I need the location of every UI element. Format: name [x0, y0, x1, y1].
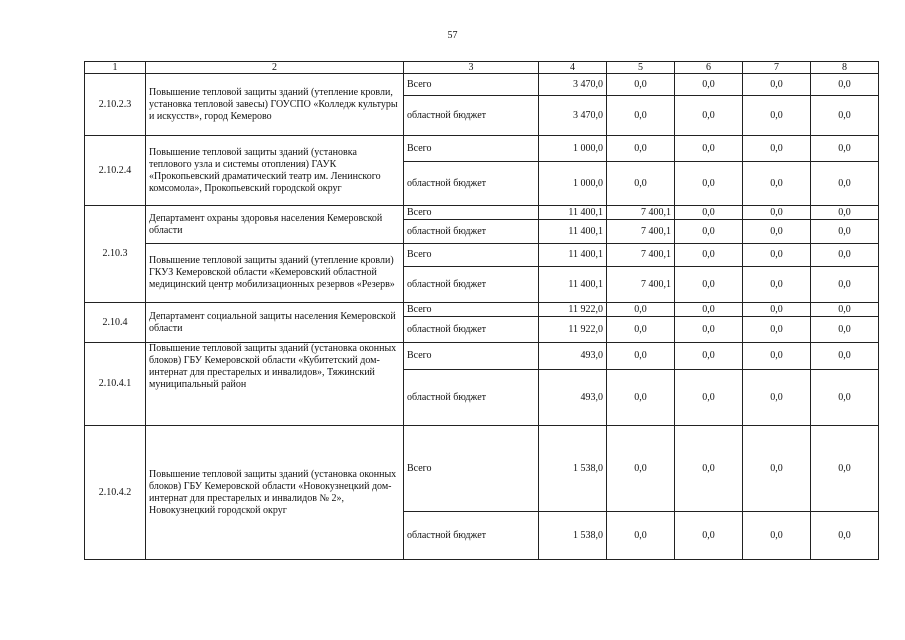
value-cell: 7 400,1 — [607, 206, 675, 220]
column-header: 1 — [85, 62, 146, 74]
funding-source: Всего — [404, 303, 539, 317]
item-name: Департамент социальной защиты населения Кемеровской области — [146, 303, 404, 343]
table-row — [85, 303, 879, 317]
value-cell: 493,0 — [539, 370, 607, 426]
item-name: Повышение тепловой защиты зданий (установка оконных блоков) ГБУ Кемеровской области «Кубитетский дом-интернат для престарелых и инвалидов», Тяжинский муниципальный район — [146, 343, 404, 426]
value-cell: 0,0 — [811, 220, 879, 244]
funding-source: областной бюджет — [404, 267, 539, 303]
column-header: 6 — [675, 62, 743, 74]
item-name: Повышение тепловой защиты зданий (утепление кровли) ГКУЗ Кемеровской области «Кемеровский областной медицинский центр мобилизационных резервов «Резерв» — [146, 244, 404, 303]
value-cell: 0,0 — [811, 370, 879, 426]
value-cell: 0,0 — [607, 426, 675, 512]
table-row — [85, 206, 879, 220]
value-cell: 0,0 — [811, 162, 879, 206]
value-cell: 1 000,0 — [539, 162, 607, 206]
table-row — [85, 136, 879, 162]
value-cell: 0,0 — [675, 96, 743, 136]
budget-table — [84, 61, 879, 560]
value-cell: 0,0 — [811, 512, 879, 560]
value-cell: 0,0 — [743, 317, 811, 343]
value-cell: 0,0 — [675, 206, 743, 220]
value-cell: 0,0 — [675, 244, 743, 267]
value-cell: 0,0 — [607, 512, 675, 560]
item-name: Повышение тепловой защиты зданий (утепление кровли, установка тепловой завесы) ГОУСПО «Колледж культуры и искусств», город Кемерово — [146, 74, 404, 136]
column-header: 4 — [539, 62, 607, 74]
value-cell: 0,0 — [743, 162, 811, 206]
item-code: 2.10.4.1 — [85, 343, 146, 426]
value-cell: 1 538,0 — [539, 426, 607, 512]
value-cell: 0,0 — [811, 343, 879, 370]
value-cell: 11 400,1 — [539, 244, 607, 267]
value-cell: 0,0 — [743, 244, 811, 267]
value-cell: 7 400,1 — [607, 267, 675, 303]
value-cell: 0,0 — [811, 244, 879, 267]
value-cell: 0,0 — [811, 317, 879, 343]
value-cell: 0,0 — [743, 303, 811, 317]
value-cell: 0,0 — [675, 512, 743, 560]
value-cell: 3 470,0 — [539, 96, 607, 136]
item-code: 2.10.2.3 — [85, 74, 146, 136]
item-code: 2.10.4.2 — [85, 426, 146, 560]
value-cell: 0,0 — [811, 96, 879, 136]
value-cell: 0,0 — [743, 343, 811, 370]
header-row — [85, 62, 879, 74]
value-cell: 0,0 — [811, 303, 879, 317]
funding-source: Всего — [404, 206, 539, 220]
value-cell: 0,0 — [743, 74, 811, 96]
value-cell: 11 922,0 — [539, 317, 607, 343]
value-cell: 0,0 — [675, 317, 743, 343]
item-code: 2.10.4 — [85, 303, 146, 343]
value-cell: 0,0 — [811, 136, 879, 162]
value-cell: 0,0 — [675, 136, 743, 162]
funding-source: Всего — [404, 426, 539, 512]
value-cell: 0,0 — [607, 303, 675, 317]
value-cell: 0,0 — [675, 426, 743, 512]
table-row — [85, 74, 879, 96]
page-number: 57 — [447, 30, 458, 41]
value-cell: 0,0 — [743, 220, 811, 244]
funding-source: областной бюджет — [404, 96, 539, 136]
funding-source: Всего — [404, 244, 539, 267]
value-cell: 11 400,1 — [539, 267, 607, 303]
column-header: 2 — [146, 62, 404, 74]
value-cell: 0,0 — [607, 317, 675, 343]
value-cell: 0,0 — [743, 96, 811, 136]
value-cell: 0,0 — [607, 96, 675, 136]
value-cell: 0,0 — [675, 162, 743, 206]
value-cell: 0,0 — [743, 206, 811, 220]
value-cell: 7 400,1 — [607, 220, 675, 244]
funding-source: Всего — [404, 74, 539, 96]
table-row — [85, 426, 879, 512]
value-cell: 0,0 — [743, 512, 811, 560]
item-name: Департамент охраны здоровья населения Кемеровской области — [146, 206, 404, 244]
funding-source: областной бюджет — [404, 162, 539, 206]
value-cell: 0,0 — [675, 220, 743, 244]
item-code: 2.10.3 — [85, 206, 146, 303]
value-cell: 0,0 — [743, 136, 811, 162]
value-cell: 0,0 — [675, 343, 743, 370]
table-row — [85, 244, 879, 267]
value-cell: 493,0 — [539, 343, 607, 370]
value-cell: 0,0 — [675, 303, 743, 317]
table-row — [85, 343, 879, 370]
value-cell: 0,0 — [811, 426, 879, 512]
value-cell: 7 400,1 — [607, 244, 675, 267]
funding-source: областной бюджет — [404, 512, 539, 560]
funding-source: Всего — [404, 136, 539, 162]
value-cell: 0,0 — [607, 136, 675, 162]
value-cell: 0,0 — [675, 267, 743, 303]
value-cell: 0,0 — [811, 206, 879, 220]
value-cell: 0,0 — [743, 370, 811, 426]
value-cell: 11 400,1 — [539, 206, 607, 220]
column-header: 5 — [607, 62, 675, 74]
column-header: 3 — [404, 62, 539, 74]
value-cell: 0,0 — [743, 426, 811, 512]
value-cell: 0,0 — [811, 267, 879, 303]
value-cell: 0,0 — [607, 370, 675, 426]
value-cell: 1 000,0 — [539, 136, 607, 162]
funding-source: областной бюджет — [404, 317, 539, 343]
value-cell: 0,0 — [607, 74, 675, 96]
funding-source: Всего — [404, 343, 539, 370]
item-name: Повышение тепловой защиты зданий (установка оконных блоков) ГБУ Кемеровской области «Новокузнецкий дом-интернат для престарелых и инвалидов № 2», Новокузнецкий городской округ — [146, 426, 404, 560]
column-header: 7 — [743, 62, 811, 74]
item-name: Повышение тепловой защиты зданий (установка теплового узла и системы отопления) ГАУК «Прокопьевский драматический театр им. Ленинского комсомола», Прокопьевский городской округ — [146, 136, 404, 206]
value-cell: 0,0 — [607, 343, 675, 370]
value-cell: 1 538,0 — [539, 512, 607, 560]
funding-source: областной бюджет — [404, 370, 539, 426]
column-header: 8 — [811, 62, 879, 74]
item-code: 2.10.2.4 — [85, 136, 146, 206]
value-cell: 0,0 — [607, 162, 675, 206]
value-cell: 0,0 — [743, 267, 811, 303]
value-cell: 3 470,0 — [539, 74, 607, 96]
value-cell: 11 922,0 — [539, 303, 607, 317]
value-cell: 0,0 — [675, 370, 743, 426]
funding-source: областной бюджет — [404, 220, 539, 244]
value-cell: 0,0 — [811, 74, 879, 96]
value-cell: 11 400,1 — [539, 220, 607, 244]
value-cell: 0,0 — [675, 74, 743, 96]
